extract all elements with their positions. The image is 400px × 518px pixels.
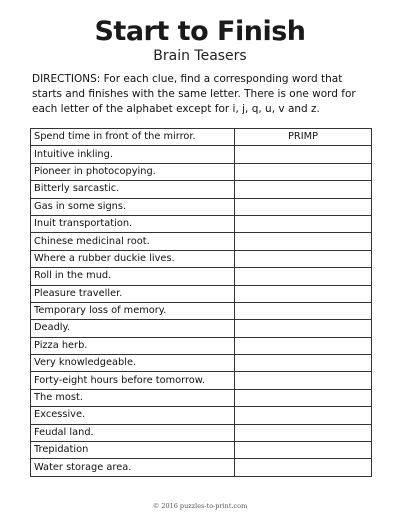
answer-cell[interactable] <box>235 215 372 232</box>
answer-cell[interactable] <box>235 268 372 285</box>
answer-cell[interactable] <box>235 181 372 198</box>
answer-cell[interactable] <box>235 233 372 250</box>
answer-cell[interactable] <box>235 337 372 354</box>
clue-cell: Forty-eight hours before tomorrow. <box>31 372 235 389</box>
answer-cell[interactable] <box>235 389 372 406</box>
table-row <box>31 250 372 267</box>
clue-cell: Spend time in front of the mirror. <box>31 129 235 146</box>
table-row <box>31 181 372 198</box>
table-row <box>31 129 372 146</box>
table-row <box>31 372 372 389</box>
clue-cell: The most. <box>31 389 235 406</box>
answer-cell[interactable]: PRIMP <box>235 129 372 146</box>
table-row <box>31 302 372 319</box>
clue-cell: Water storage area. <box>31 459 235 476</box>
table-row <box>31 215 372 232</box>
answer-cell[interactable] <box>235 163 372 180</box>
clue-cell: Gas in some signs. <box>31 198 235 215</box>
clue-cell: Inuit transportation. <box>31 215 235 232</box>
table-row <box>31 389 372 406</box>
clue-cell: Excessive. <box>31 407 235 424</box>
table-row <box>31 424 372 441</box>
directions-text: DIRECTIONS: For each clue, find a corresponding word that starts and finishes with the same letter. There is one word for each letter of the alphabet except for i, j, q, u, v and z. <box>32 73 356 115</box>
answer-cell[interactable] <box>235 459 372 476</box>
clue-cell: Deadly. <box>31 320 235 337</box>
answer-cell[interactable] <box>235 302 372 319</box>
table-row <box>31 285 372 302</box>
clue-cell: Pleasure traveller. <box>31 285 235 302</box>
clue-cell: Feudal land. <box>31 424 235 441</box>
answer-cell[interactable] <box>235 442 372 459</box>
puzzle-table <box>30 128 372 477</box>
clue-cell: Very knowledgeable. <box>31 355 235 372</box>
table-row <box>31 459 372 476</box>
table-row <box>31 233 372 250</box>
table-row <box>31 407 372 424</box>
table-row <box>31 163 372 180</box>
page-subtitle: Brain Teasers <box>153 48 247 64</box>
answer-cell[interactable] <box>235 320 372 337</box>
table-row <box>31 337 372 354</box>
clue-cell: Chinese medicinal root. <box>31 233 235 250</box>
clue-cell: Trepidation <box>31 442 235 459</box>
answer-cell[interactable] <box>235 146 372 163</box>
table-row <box>31 198 372 215</box>
answer-cell[interactable] <box>235 250 372 267</box>
answer-cell[interactable] <box>235 424 372 441</box>
answer-cell[interactable] <box>235 407 372 424</box>
table-row <box>31 146 372 163</box>
answer-cell[interactable] <box>235 198 372 215</box>
copyright-footer: © 2016 puzzles-to-print.com <box>152 502 248 510</box>
table-row <box>31 355 372 372</box>
clue-cell: Intuitive inkling. <box>31 146 235 163</box>
clue-cell: Pizza herb. <box>31 337 235 354</box>
answer-cell[interactable] <box>235 372 372 389</box>
answer-cell[interactable] <box>235 285 372 302</box>
clue-cell: Pioneer in photocopying. <box>31 163 235 180</box>
table-row <box>31 442 372 459</box>
clue-cell: Roll in the mud. <box>31 268 235 285</box>
clue-cell: Temporary loss of memory. <box>31 302 235 319</box>
answer-cell[interactable] <box>235 355 372 372</box>
table-row <box>31 320 372 337</box>
clue-cell: Bitterly sarcastic. <box>31 181 235 198</box>
table-row <box>31 268 372 285</box>
clue-cell: Where a rubber duckie lives. <box>31 250 235 267</box>
page-title: Start to Finish <box>94 16 306 47</box>
